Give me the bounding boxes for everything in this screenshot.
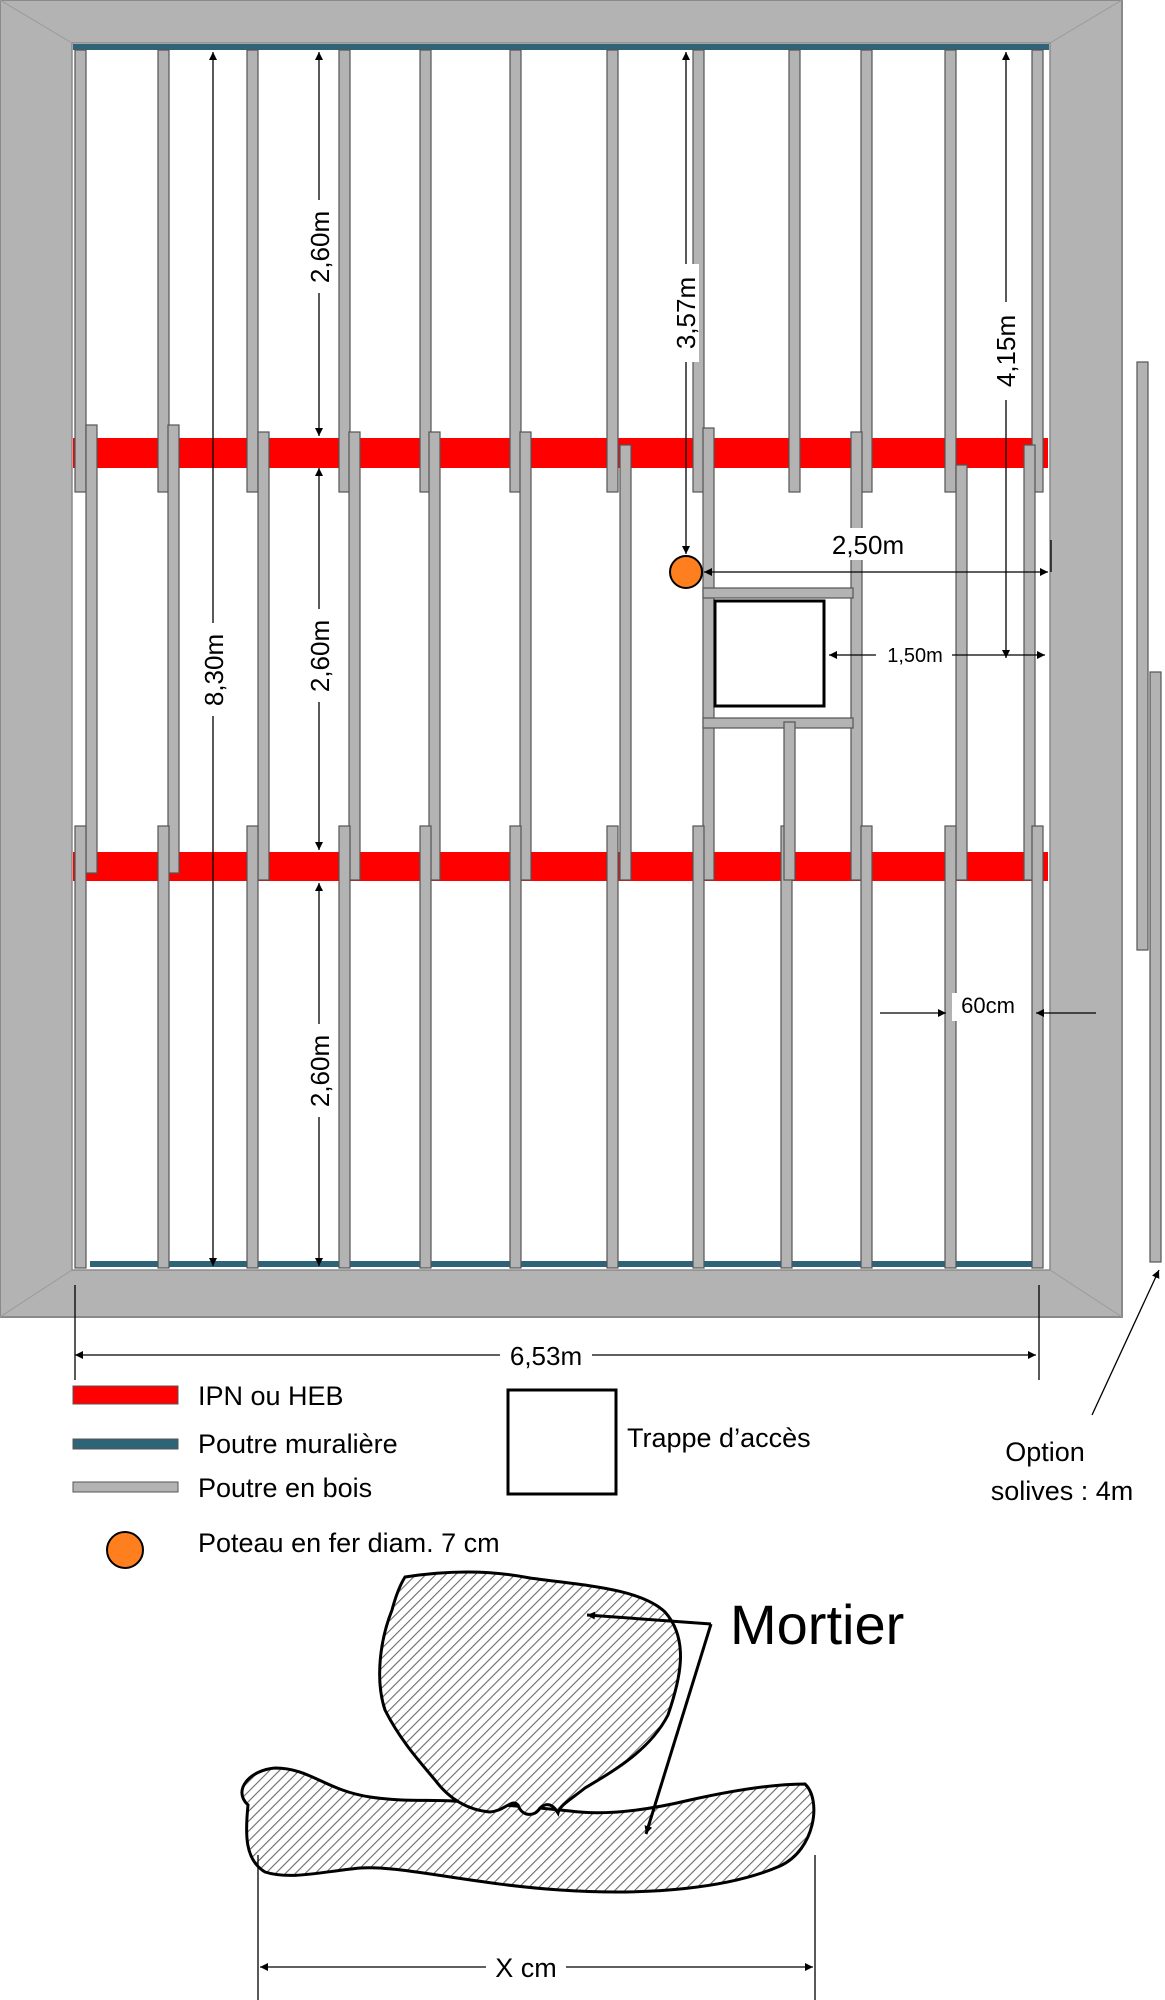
joist	[349, 432, 360, 880]
joist	[75, 50, 86, 492]
dim-total-length: 8,30m	[199, 633, 229, 707]
mortar-title: Mortier	[730, 1593, 905, 1656]
legend-swatch-wood-beam	[73, 1482, 178, 1492]
joist	[1032, 50, 1043, 492]
joist	[861, 50, 872, 492]
wall-beam-top	[73, 44, 1049, 50]
joist	[510, 50, 521, 492]
joist	[956, 465, 967, 880]
trap-joist	[784, 722, 795, 880]
joist	[693, 826, 704, 1268]
dim-joist-spacing: 60cm	[961, 993, 1015, 1018]
joist	[851, 432, 862, 880]
option-line-2: solives : 4m	[990, 1476, 1134, 1506]
dim-post-from-wall: 3,57m	[671, 276, 701, 350]
legend	[73, 1381, 811, 1568]
joist	[429, 432, 440, 880]
mortar-detail	[242, 1572, 904, 2000]
joist	[420, 50, 431, 492]
joist	[781, 826, 792, 1268]
joist	[86, 425, 97, 873]
joist	[510, 826, 521, 1268]
joist	[247, 50, 258, 492]
joist	[607, 50, 618, 492]
dim-post-to-edge: 2,50m	[831, 530, 905, 560]
joist	[339, 50, 350, 492]
legend-label-wall-beam: Poutre muralière	[198, 1429, 398, 1459]
trap-trimmer	[703, 588, 853, 598]
legend-swatch-wall-beam	[73, 1439, 178, 1449]
dim-trap-to-edge: 1,50m	[887, 645, 943, 667]
option-line-1: Option	[1005, 1437, 1085, 1467]
option-note	[991, 1437, 1134, 1506]
dim-span-bottom: 2,60m	[305, 1034, 335, 1108]
joist	[258, 432, 269, 880]
dim-span-middle: 2,60m	[305, 619, 335, 693]
joist	[945, 826, 956, 1268]
legend-swatch-ipn	[73, 1386, 178, 1404]
joist	[789, 50, 800, 492]
ipn-beam-lower	[73, 852, 1048, 881]
legend-post-icon	[107, 1532, 143, 1568]
joist	[158, 826, 169, 1268]
joist	[420, 826, 431, 1268]
joist	[1032, 826, 1043, 1268]
joist	[158, 50, 169, 492]
trap-trimmer	[703, 718, 853, 728]
dim-room-width: 6,53m	[509, 1341, 583, 1371]
access-trap	[715, 601, 824, 706]
joist	[861, 826, 872, 1268]
mortar-upper-blob	[380, 1572, 681, 1815]
legend-label-ipn: IPN ou HEB	[198, 1381, 344, 1411]
dim-right-span: 4,15m	[991, 314, 1021, 388]
mortar-width-label: X cm	[495, 1953, 557, 1983]
joist	[247, 826, 258, 1268]
joist	[168, 425, 179, 873]
legend-label-post: Poteau en fer diam. 7 cm	[198, 1528, 500, 1558]
joist	[607, 826, 618, 1268]
option-joist	[1137, 362, 1148, 950]
wall-beam-bottom	[90, 1261, 1040, 1267]
legend-label-wood-beam: Poutre en bois	[198, 1473, 373, 1503]
joist	[703, 428, 714, 880]
joist	[75, 826, 86, 1268]
joist	[339, 826, 350, 1268]
legend-label-trap: Trappe d’accès	[627, 1423, 811, 1453]
joist	[945, 50, 956, 492]
legend-trap-icon	[508, 1390, 616, 1494]
joist	[620, 445, 631, 880]
option-joist	[1150, 672, 1161, 1262]
iron-post	[670, 556, 702, 588]
dim-span-top: 2,60m	[305, 210, 335, 284]
ipn-beam-upper	[73, 438, 1048, 468]
joist	[520, 432, 531, 880]
joist	[1024, 445, 1035, 880]
